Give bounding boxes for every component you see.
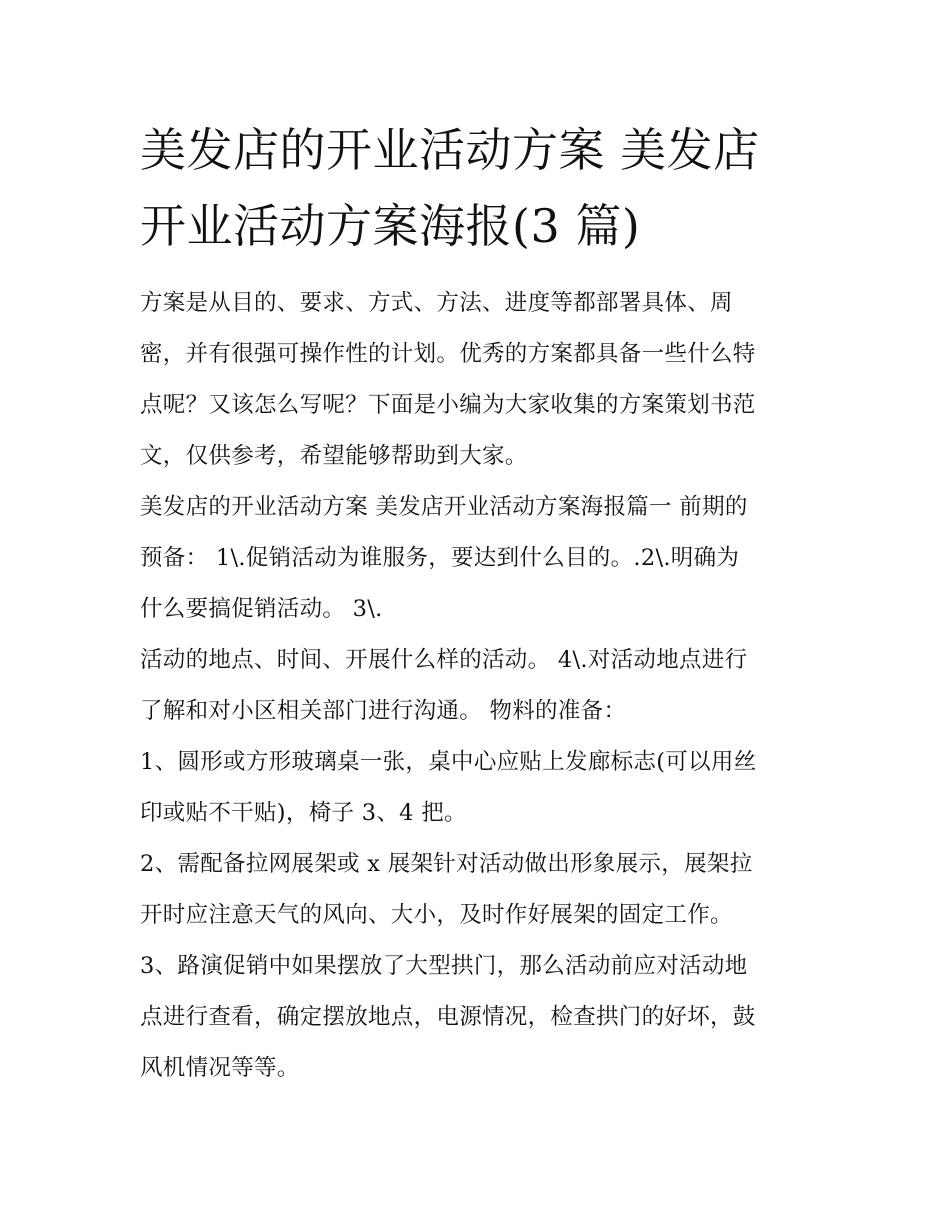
text-line: 预备： 1\.促销活动为谁服务，要达到什么目的。.2\.明确为 <box>140 545 740 571</box>
text-line: 3、路演促销中如果摆放了大型拱门，那么活动前应对活动地 <box>140 953 748 979</box>
text-line: 点进行查看，确定摆放地点，电源情况，检查拱门的好坏，鼓 <box>140 1004 756 1030</box>
text-line: 密，并有很强可操作性的计划。优秀的方案都具备一些什么特 <box>140 341 756 367</box>
text-line: 方案是从目的、要求、方式、方法、进度等都部署具体、周 <box>140 290 733 316</box>
text-line: 开时应注意天气的风向、大小，及时作好展架的固定工作。 <box>140 902 733 928</box>
text-line: 美发店的开业活动方案 美发店开业活动方案海报篇一 前期的 <box>140 494 748 520</box>
text-line: 活动的地点、时间、开展什么样的活动。 4\.对活动地点进行 <box>140 647 748 673</box>
document-title <box>140 112 820 264</box>
text-line: 风机情况等等。 <box>140 1055 300 1081</box>
text-line: 1、圆形或方形玻璃桌一张，桌中心应贴上发廊标志(可以用丝 <box>140 749 757 775</box>
document-body <box>140 278 820 1094</box>
text-line: 印或贴不干贴)，椅子 3、4 把。 <box>140 800 467 826</box>
title-line: 开业活动方案海报(3 篇) <box>140 199 641 253</box>
text-line: 点呢？又该怎么写呢？下面是小编为大家收集的方案策划书范 <box>140 392 756 418</box>
text-line: 文，仅供参考，希望能够帮助到大家。 <box>140 443 528 469</box>
title-line: 美发店的开业活动方案 美发店 <box>140 123 760 177</box>
text-line: 了解和对小区相关部门进行沟通。 物料的准备： <box>140 698 627 724</box>
text-line: 什么要搞促销活动。 3\. <box>140 596 383 622</box>
text-line: 2、需配备拉网展架或 x 展架针对活动做出形象展示，展架拉 <box>140 851 753 877</box>
